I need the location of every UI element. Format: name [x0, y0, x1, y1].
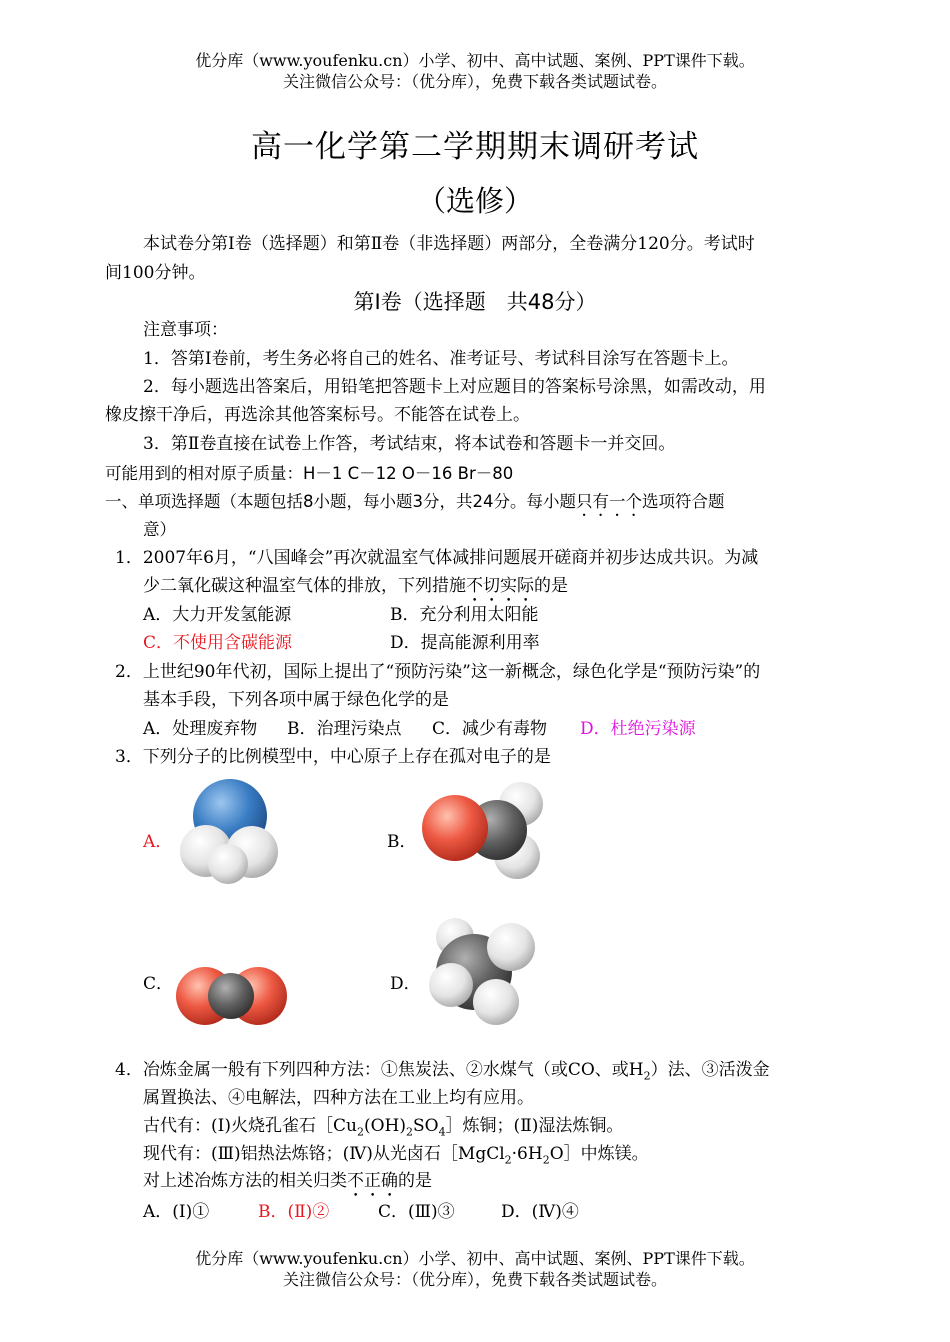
carbon-atom [436, 934, 512, 1010]
molecule-b-formaldehyde[interactable] [422, 782, 543, 879]
q3-option-b-label[interactable]: B． [387, 832, 417, 852]
molecule-a-ammonia[interactable] [180, 779, 278, 884]
q4-ancient-text: (OH) [363, 1116, 406, 1136]
hydrogen-atom [429, 963, 473, 1007]
q3-option-a-label[interactable]: A． [143, 832, 173, 852]
q4-option-a[interactable]: A．(Ⅰ)① [143, 1202, 210, 1222]
q4-question-post: 的是 [398, 1171, 432, 1191]
q4-modern-text: ·6H [511, 1144, 543, 1164]
hydrogen-atom [226, 826, 278, 878]
q4-modern-line [143, 1140, 649, 1169]
nitrogen-atom [193, 779, 267, 853]
q4-stem-line-1-part-b: ）法、③活泼金 [650, 1060, 770, 1080]
hydrogen-atom [494, 833, 540, 879]
q3-stem: 3．下列分子的比例模型中，中心原子上存在孤对电子的是 [115, 747, 551, 767]
q1-option-a[interactable]: A．大力开发氢能源 [143, 605, 292, 625]
q4-ancient-text: 古代有：(Ⅰ)火烧孔雀石［Cu [143, 1116, 357, 1136]
oxygen-atom [176, 967, 234, 1025]
q4-option-b[interactable]: B．(Ⅱ)② [258, 1202, 330, 1222]
q4-modern-text: 现代有：(Ⅲ)铝热法炼铬；(Ⅳ)从光卤石［MgCl [143, 1144, 505, 1164]
molecule-c-carbon-dioxide[interactable] [176, 967, 287, 1025]
q2-option-c[interactable]: C．减少有毒物 [432, 719, 548, 739]
q2-option-a[interactable]: A．处理废弃物 [143, 719, 258, 739]
hydrogen-atom [208, 844, 248, 884]
header-line-2: 关注微信公众号：（优分库），免费下载各类试题试卷。 [282, 72, 667, 91]
q1-option-d[interactable]: D．提高能源利用率 [390, 633, 540, 653]
part-1-heading-emphasis: 只有一个 [576, 492, 642, 511]
q4-subscript: 2 [356, 1125, 364, 1139]
q1-option-b[interactable]: B．充分利用太阳能 [390, 605, 539, 625]
intro-line-2: 间100分钟。 [105, 263, 206, 283]
q4-ancient-text: ］炼铜；(Ⅱ)湿法炼铜。 [445, 1116, 624, 1136]
q1-stem-post: 的是 [534, 576, 568, 596]
q2-stem-line-1: 2．上世纪90年代初，国际上提出了“预防污染”这一新概念，绿色化学是“预防污染”的 [115, 662, 761, 682]
notice-item-3: 3．第Ⅱ卷直接在试卷上作答，考试结束，将本试卷和答题卡一并交回。 [143, 434, 676, 454]
q1-stem-pre: 少二氧化碳这种温室气体的排放，下列措施 [143, 576, 466, 596]
page-subtitle: （选修） [416, 184, 533, 218]
notice-item-2-line-2: 橡皮擦干净后，再选涂其他答案标号。不能答在试卷上。 [105, 405, 530, 425]
q4-modern-text: O］中炼镁。 [549, 1144, 649, 1164]
carbon-atom [467, 800, 527, 860]
part-1-heading-line-2: 意） [143, 520, 176, 539]
hydrogen-atom [473, 979, 519, 1025]
q3-option-c-label[interactable]: C． [143, 974, 174, 994]
q4-subscript: 2 [542, 1153, 550, 1167]
hydrogen-atom [180, 825, 232, 877]
q4-stem-line-2: 属置换法、④电解法，四种方法在工业上均有应用。 [143, 1088, 534, 1108]
footer-line-2: 关注微信公众号：（优分库），免费下载各类试题试卷。 [282, 1270, 667, 1289]
q1-option-c[interactable]: C．不使用含碳能源 [143, 633, 293, 653]
q4-option-c[interactable]: C．(Ⅲ)③ [378, 1202, 455, 1222]
part-1-heading [105, 487, 725, 520]
hydrogen-atom [436, 918, 474, 956]
q4-stem-line-1-part-a: 4．冶炼金属一般有下列四种方法：①焦炭法、②水煤气（或CO、或H [115, 1060, 644, 1080]
q4-subscript: 2 [504, 1153, 512, 1167]
q3-option-d-label[interactable]: D． [390, 974, 421, 994]
q4-subscript: 4 [438, 1125, 446, 1139]
q1-stem-emphasis: 不切实际 [466, 576, 534, 596]
atomic-mass-line: 可能用到的相对原子质量：H－1 C－12 O－16 Br－80 [105, 464, 514, 483]
carbon-atom [208, 973, 254, 1019]
hydrogen-atom [499, 782, 543, 826]
oxygen-atom [422, 795, 488, 861]
q4-question-emphasis: 不正确 [347, 1171, 398, 1191]
q4-ancient-line [143, 1112, 623, 1141]
q2-stem-line-2: 基本手段，下列各项中属于绿色化学的是 [143, 690, 449, 710]
q4-subscript: 2 [405, 1125, 413, 1139]
q4-ancient-text: SO [412, 1116, 439, 1136]
q1-stem-line-1: 1．2007年6月，“八国峰会”再次就温室气体减排问题展开磋商并初步达成共识。为减 [115, 548, 759, 568]
q2-option-b[interactable]: B．治理污染点 [287, 719, 402, 739]
footer-line-1: 优分库（www.youfenku.cn）小学、初中、高中试题、案例、PPT课件下载。 [195, 1249, 755, 1268]
part-1-heading-pre: 一、单项选择题（本题包括8小题，每小题3分，共24分。每小题 [105, 492, 576, 511]
q4-stem-line-1 [115, 1056, 770, 1085]
intro-line-1: 本试卷分第Ⅰ卷（选择题）和第Ⅱ卷（非选择题）两部分，全卷满分120分。考试时 [143, 234, 755, 254]
molecule-d-methane[interactable] [429, 918, 535, 1025]
q4-question-line [143, 1167, 432, 1201]
page-title: 高一化学第二学期期末调研考试 [251, 129, 699, 165]
notice-item-2-line-1: 2．每小题选出答案后，用铅笔把答题卡上对应题目的答案标号涂黑，如需改动，用 [143, 377, 766, 397]
oxygen-atom [229, 967, 287, 1025]
q4-subscript: 2 [643, 1069, 651, 1083]
q2-option-d[interactable]: D．杜绝污染源 [580, 719, 696, 739]
hydrogen-atom [487, 923, 535, 971]
notice-item-1: 1．答第Ⅰ卷前，考生务必将自己的姓名、准考证号、考试科目涂写在答题卡上。 [143, 349, 739, 369]
q4-question-pre: 对上述冶炼方法的相关归类 [143, 1171, 347, 1191]
notice-heading: 注意事项： [143, 320, 228, 340]
section-1-title: 第Ⅰ卷（选择题 共48分） [353, 290, 597, 314]
header-line-1: 优分库（www.youfenku.cn）小学、初中、高中试题、案例、PPT课件下载。 [195, 51, 755, 70]
q4-option-d[interactable]: D．(Ⅳ)④ [501, 1202, 579, 1222]
part-1-heading-post: 选项符合题 [642, 492, 725, 511]
